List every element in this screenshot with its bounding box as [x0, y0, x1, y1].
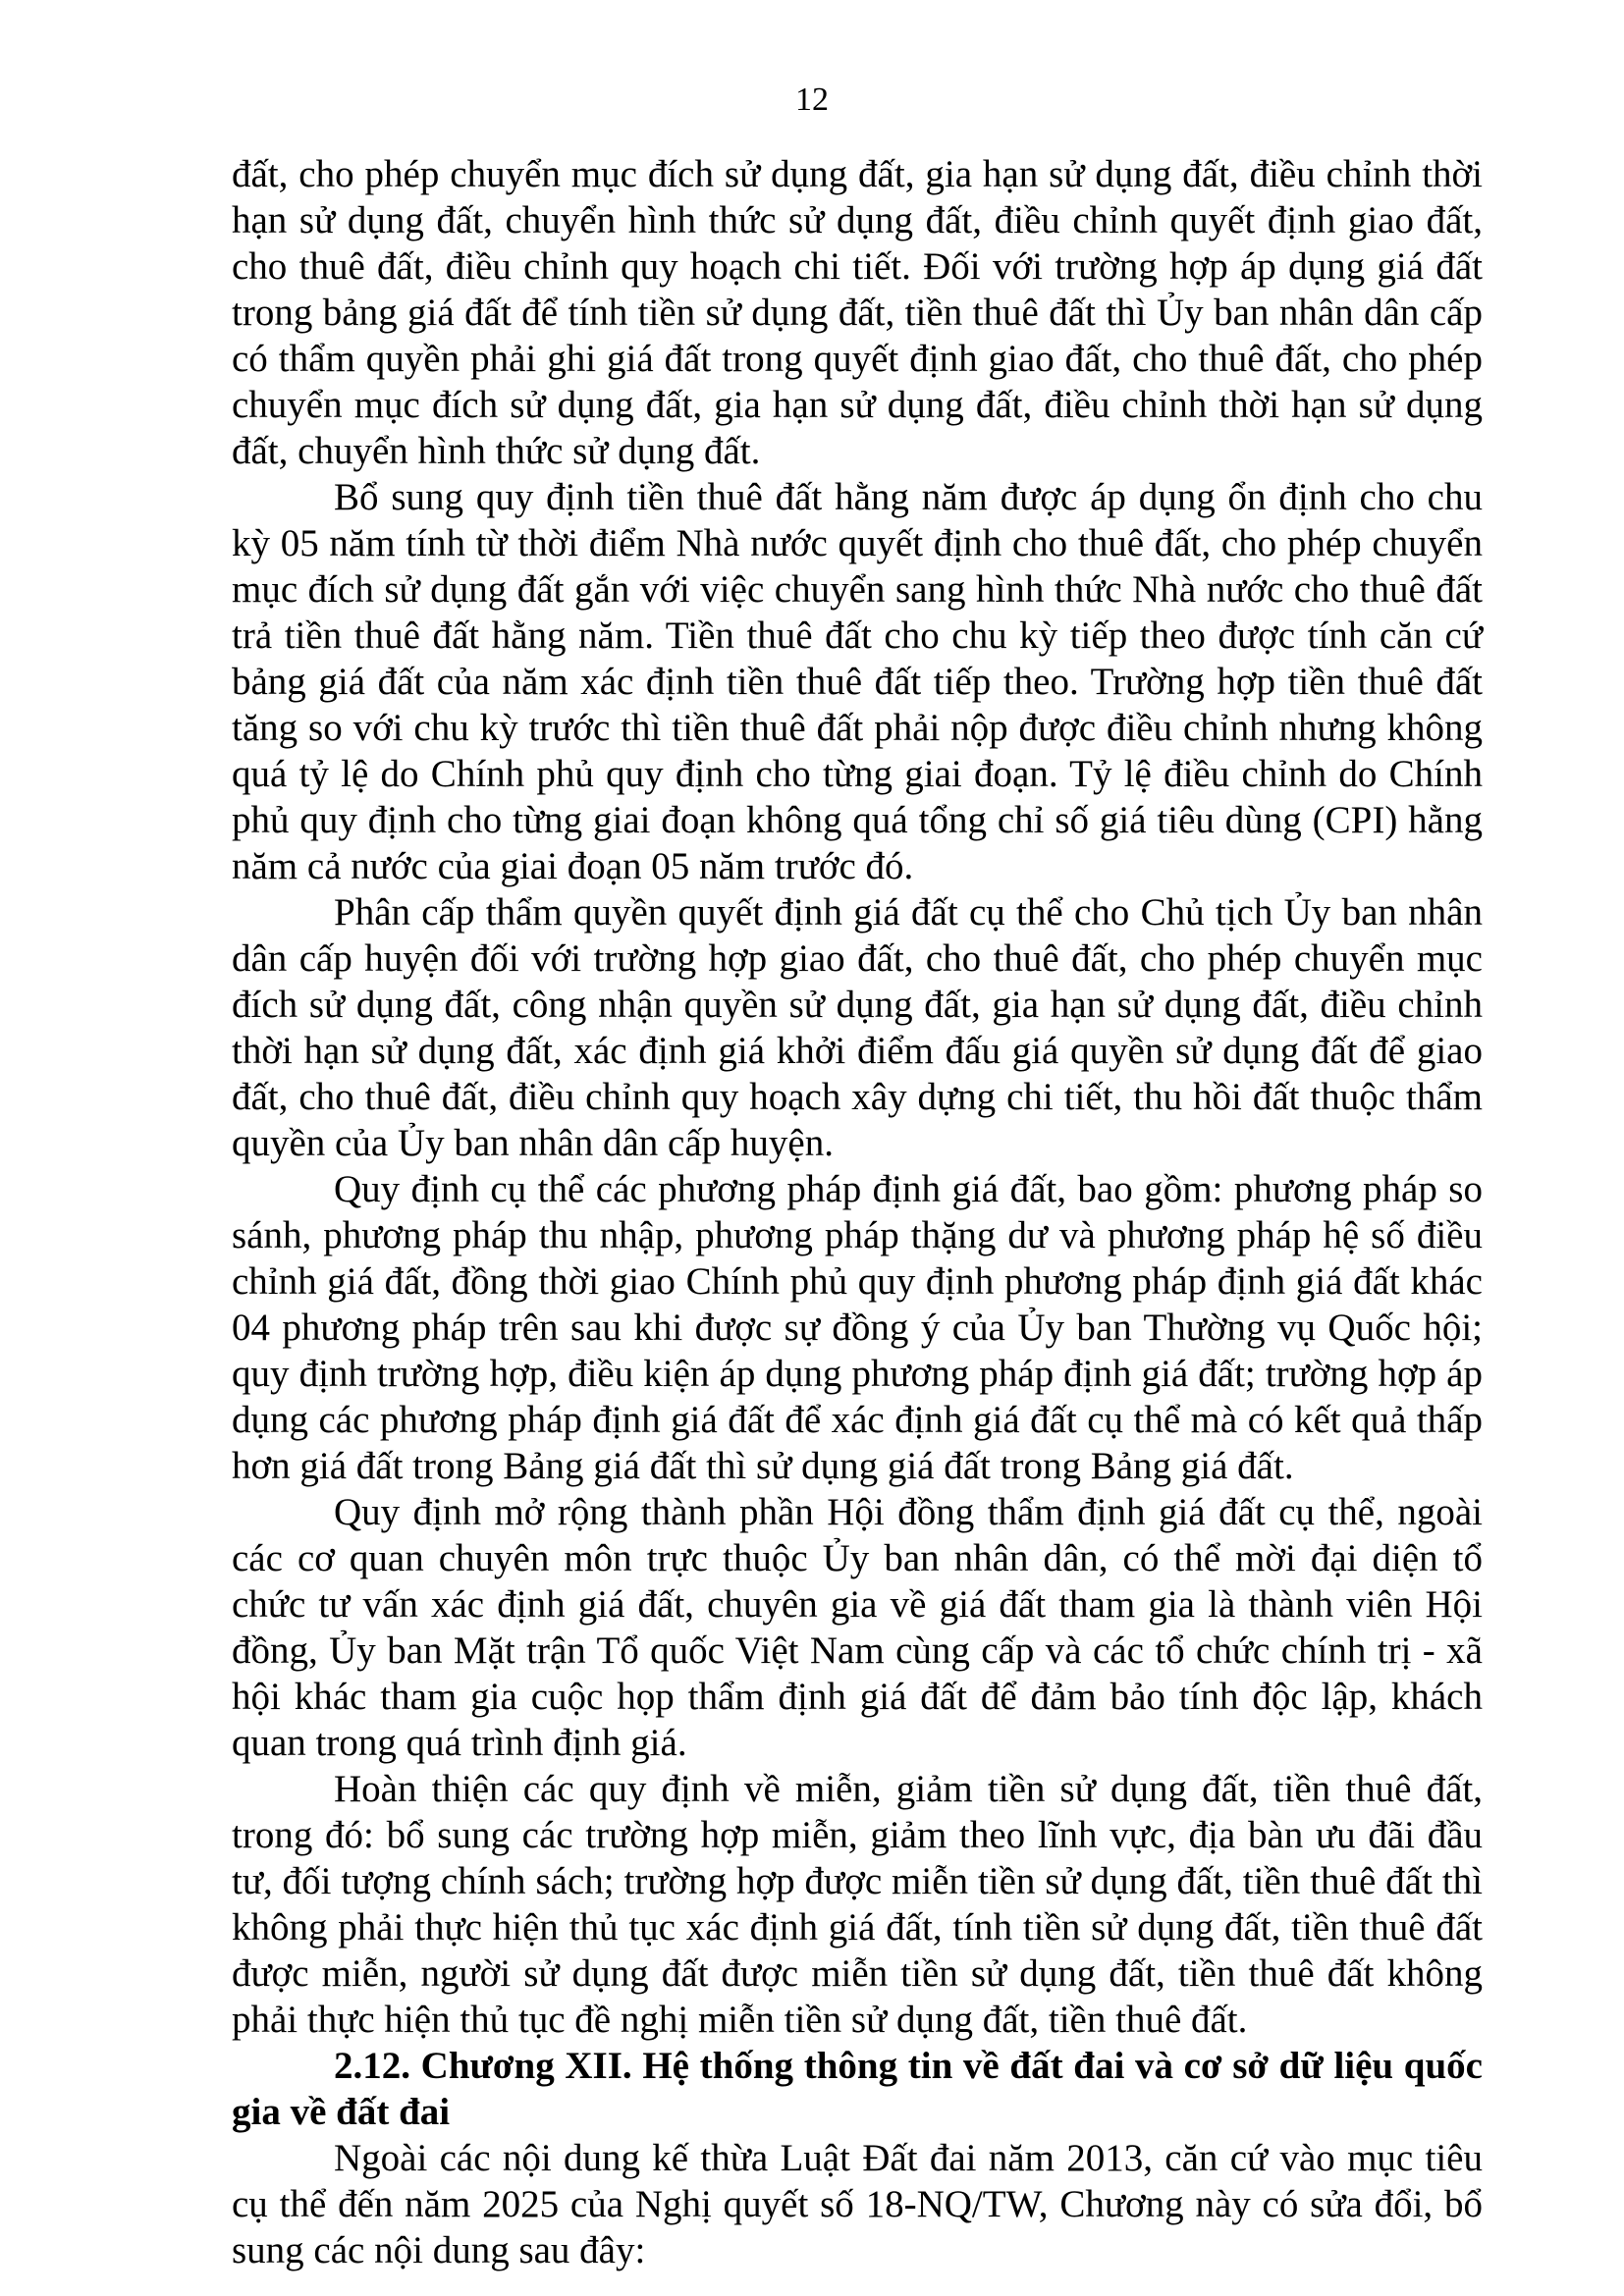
paragraph-5: Quy định mở rộng thành phần Hội đồng thẩm định giá đất cụ thể, ngoài các cơ quan chuyên môn trực thuộc Ủy ban nhân dân, có thể mời đại diện tổ chức tư vấn xác định giá đất, chuyên gia về giá đất tham gia là thành viên Hội đồng, Ủy ban Mặt trận Tổ quốc Việt Nam cùng cấp và các tổ chức chính trị - xã hội khác tham gia cuộc họp thẩm định giá đất để đảm bảo tính độc lập, khách quan trong quá trình định giá. — [232, 1491, 1483, 1764]
paragraph-4: Quy định cụ thể các phương pháp định giá đất, bao gồm: phương pháp so sánh, phương pháp thu nhập, phương pháp thặng dư và phương pháp hệ số điều chỉnh giá đất, đồng thời giao Chính phủ quy định phương pháp định giá đất khác 04 phương pháp trên sau khi được sự đồng ý của Ủy ban Thường vụ Quốc hội; quy định trường hợp, điều kiện áp dụng phương pháp định giá đất; trường hợp áp dụng các phương pháp định giá đất để xác định giá đất cụ thể mà có kết quả thấp hơn giá đất trong Bảng giá đất thì sử dụng giá đất trong Bảng giá đất. — [232, 1168, 1483, 1487]
paragraph-2: Bổ sung quy định tiền thuê đất hằng năm được áp dụng ổn định cho chu kỳ 05 năm tính từ thời điểm Nhà nước quyết định cho thuê đất, cho phép chuyển mục đích sử dụng đất gắn với việc chuyển sang hình thức Nhà nước cho thuê đất trả tiền thuê đất hằng năm. Tiền thuê đất cho chu kỳ tiếp theo được tính căn cứ bảng giá đất của năm xác định tiền thuê đất tiếp theo. Trường hợp tiền thuê đất tăng so với chu kỳ trước thì tiền thuê đất phải nộp được điều chỉnh nhưng không quá tỷ lệ do Chính phủ quy định cho từng giai đoạn. Tỷ lệ điều chỉnh do Chính phủ quy định cho từng giai đoạn không quá tổng chỉ số giá tiêu dùng (CPI) hằng năm cả nước của giai đoạn 05 năm trước đó. — [232, 476, 1483, 887]
paragraph-3: Phân cấp thẩm quyền quyết định giá đất cụ thể cho Chủ tịch Ủy ban nhân dân cấp huyện đối với trường hợp giao đất, cho thuê đất, cho phép chuyển mục đích sử dụng đất, công nhận quyền sử dụng đất, gia hạn sử dụng đất, điều chỉnh thời hạn sử dụng đất, xác định giá khởi điểm đấu giá quyền sử dụng đất để giao đất, cho thuê đất, điều chỉnh quy hoạch xây dựng chi tiết, thu hồi đất thuộc thẩm quyền của Ủy ban nhân dân cấp huyện. — [232, 891, 1483, 1164]
page-number: 12 — [795, 81, 829, 118]
section-heading: 2.12. Chương XII. Hệ thống thông tin về đất đai và cơ sở dữ liệu quốc gia về đất đai — [232, 2045, 1483, 2133]
document-body — [232, 151, 1483, 2273]
paragraph-7: Ngoài các nội dung kế thừa Luật Đất đai năm 2013, căn cứ vào mục tiêu cụ thể đến năm 2025 của Nghị quyết số 18-NQ/TW, Chương này có sửa đổi, bổ sung các nội dung sau đây: — [232, 2137, 1483, 2271]
paragraph-1: đất, cho phép chuyển mục đích sử dụng đất, gia hạn sử dụng đất, điều chỉnh thời hạn sử dụng đất, chuyển hình thức sử dụng đất, điều chỉnh quyết định giao đất, cho thuê đất, điều chỉnh quy hoạch chi tiết. Đối với trường hợp áp dụng giá đất trong bảng giá đất để tính tiền sử dụng đất, tiền thuê đất thì Ủy ban nhân dân cấp có thẩm quyền phải ghi giá đất trong quyết định giao đất, cho thuê đất, cho phép chuyển mục đích sử dụng đất, gia hạn sử dụng đất, điều chỉnh thời hạn sử dụng đất, chuyển hình thức sử dụng đất. — [232, 153, 1483, 472]
paragraph-6: Hoàn thiện các quy định về miễn, giảm tiền sử dụng đất, tiền thuê đất, trong đó: bổ sung các trường hợp miễn, giảm theo lĩnh vực, địa bàn ưu đãi đầu tư, đối tượng chính sách; trường hợp được miễn tiền sử dụng đất, tiền thuê đất thì không phải thực hiện thủ tục xác định giá đất, tính tiền sử dụng đất, tiền thuê đất được miễn, người sử dụng đất được miễn tiền sử dụng đất, tiền thuê đất không phải thực hiện thủ tục đề nghị miễn tiền sử dụng đất, tiền thuê đất. — [232, 1768, 1483, 2041]
